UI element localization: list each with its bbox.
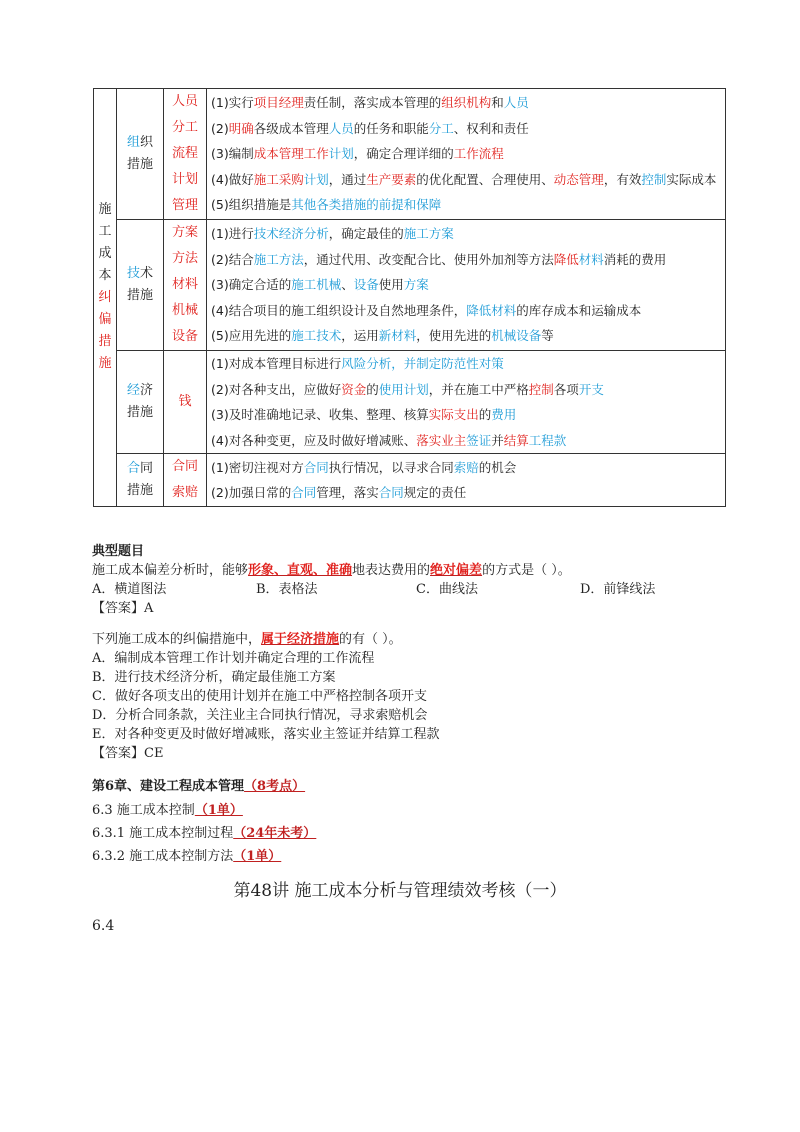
measure-item-segment: 落实业主 [416, 432, 467, 448]
category-cell [117, 220, 164, 351]
section-number: 6.4 [92, 918, 115, 934]
outer-label-char: 成 [98, 246, 112, 261]
measure-item-segment: 责任制，落实成本管理的 [303, 95, 442, 111]
q2-option-e: E．对各种变更及时做好增减账，落实业主签证并结算工程款 [92, 727, 440, 742]
category-label: 措施 [126, 405, 153, 420]
measure-group-row [94, 89, 726, 220]
measure-item [211, 377, 725, 403]
lecture-title: 第48讲 施工成本分析与管理绩效考核（一） [233, 881, 567, 901]
measure-item-segment: 结算 [503, 432, 529, 448]
outer-label-char: 偏 [98, 312, 112, 327]
outer-label-char: 施 [98, 356, 112, 371]
measure-item-segment: (3)及时准确地记录、收集、整理、核算 [211, 407, 429, 422]
measure-item [211, 323, 725, 349]
measure-item [211, 455, 725, 481]
q1-option-c: C．曲线法 [416, 582, 478, 597]
measure-item [211, 298, 725, 324]
outer-label-char: 措 [98, 334, 112, 349]
measure-item-segment: 技术经济分析 [253, 226, 329, 242]
question-1-answer: 【答案】A [92, 601, 154, 616]
measure-item-segment: (4)结合项目的施工组织设计及自然地理条件， [211, 302, 467, 318]
measure-item-segment: 各级成本管理 [253, 120, 329, 136]
q2-stem-emphasis: 属于经济措施 [261, 632, 340, 647]
keyword-label: 管理 [171, 198, 198, 213]
q1-stem-emphasis-2: 绝对偏差 [430, 563, 483, 578]
q1-option-a: A．横道图法 [92, 582, 167, 597]
question-2-stem [92, 630, 402, 649]
q1-option-d: D．前锋线法 [580, 582, 656, 597]
measure-item-segment: (4)对各种变更，应及时做好增减账、 [211, 432, 417, 448]
q2-stem-post: 的有（ ）。 [339, 632, 402, 647]
measure-item-segment: 使用 [378, 277, 404, 293]
measure-item-segment: 管理，落实 [316, 485, 379, 500]
q1-stem-emphasis-1: 形象、直观、准确 [248, 563, 353, 578]
measure-item [211, 247, 725, 273]
measure-item-segment: 成本管理工作 [253, 146, 329, 162]
measure-item [211, 428, 725, 454]
category-label-rest: 织 [140, 135, 154, 150]
measure-item-segment: 使用计划 [378, 381, 429, 397]
measure-item-segment: 工作流程 [453, 146, 504, 162]
outer-label-char: 施 [98, 202, 112, 217]
measure-item-segment: (3)确定合适的 [211, 277, 292, 293]
measure-item-segment: 设备 [353, 277, 379, 293]
measure-item [211, 221, 725, 247]
keyword-label: 合同 [171, 459, 198, 474]
measure-item-segment: 计划 [328, 146, 354, 162]
q2-stem-pre: 下列施工成本的纠偏措施中， [92, 632, 262, 647]
measure-item-segment: 其他各类措施的前提和保障 [291, 197, 442, 213]
measure-group-row [94, 220, 726, 351]
measure-item-segment: ，通过代用、改变配合比、使用外加剂等方法 [303, 251, 554, 267]
measure-item-segment: 项目经理 [253, 95, 304, 111]
outer-label-cell [94, 89, 117, 507]
category-label-rest: 同 [140, 461, 154, 476]
keyword-label: 设备 [171, 329, 198, 344]
outer-label-char: 本 [98, 268, 112, 283]
keyword-label: 流程 [171, 146, 198, 161]
question-1-stem [92, 561, 571, 580]
measure-item-segment: 明确 [228, 120, 254, 136]
question-2-answer: 【答案】CE [92, 746, 164, 761]
measure-item-segment: 材料 [578, 251, 604, 267]
category-label [117, 380, 163, 402]
measure-item-segment: 风险分析，并制定防范性对策 [341, 356, 504, 371]
measure-item [211, 402, 725, 428]
measure-item-segment: (4)做好 [211, 171, 254, 187]
keyword-cell [164, 220, 207, 351]
measure-item-segment: 的 [366, 381, 379, 397]
measure-group-row [94, 454, 726, 507]
keyword-label: 材料 [171, 277, 198, 292]
category-label: 措施 [126, 288, 153, 303]
measure-item-segment: 合同 [291, 485, 317, 500]
category-label: 措施 [126, 157, 153, 172]
toc-section-6-3-2-tag: （1单） [233, 849, 282, 864]
category-label [117, 263, 163, 285]
measure-item-segment: 各项 [553, 381, 579, 397]
measure-item [211, 272, 725, 298]
category-label-rest: 济 [140, 383, 154, 398]
measure-item-segment: (1)对成本管理目标进行 [211, 356, 342, 371]
keyword-label: 方案 [171, 225, 198, 240]
measure-item-segment: ，有效 [603, 171, 642, 187]
category-label: 措施 [126, 483, 153, 498]
category-label [117, 458, 163, 480]
measure-item-segment: 人员 [503, 95, 529, 111]
toc-section-6-3 [92, 799, 243, 818]
keyword-label: 人员 [171, 94, 198, 109]
measure-item-segment: ，通过 [328, 171, 367, 187]
outer-label-char: 纠 [98, 290, 112, 305]
q2-option-a: A．编制成本管理工作计划并确定合理的工作流程 [92, 651, 375, 666]
measure-item-segment: 控制 [641, 171, 667, 187]
measure-group-row [94, 351, 726, 454]
category-label-accent: 合 [126, 461, 140, 476]
measure-item-segment: 、权利和责任 [453, 120, 529, 136]
measure-items-cell [207, 454, 726, 507]
measure-item-segment: 的任务和职能 [353, 120, 429, 136]
measure-item-segment: 控制 [528, 381, 554, 397]
measure-item-segment: 实际支出 [428, 407, 479, 422]
toc-section-6-3-2 [92, 845, 281, 864]
measure-item-segment: 的库存成本和运输成本 [516, 302, 642, 318]
measure-item-segment: ，确定合理详细的 [353, 146, 454, 162]
measure-item-segment: 新材料 [378, 328, 417, 344]
measure-item-segment: (1)密切注视对方 [211, 459, 304, 475]
measure-item-segment: 组织机构 [441, 95, 492, 111]
measure-item-segment: (1)进行 [211, 226, 254, 242]
keyword-label: 机械 [171, 303, 198, 318]
measure-item-segment: 规定的责任 [403, 485, 467, 500]
category-label [117, 132, 163, 154]
toc-section-6-3-1-tag: （24年未考） [233, 826, 317, 841]
measure-item [211, 351, 725, 377]
keyword-label: 分工 [171, 120, 198, 135]
category-cell [117, 351, 164, 454]
measure-item-segment: 施工方法 [253, 251, 304, 267]
q2-option-d: D．分析合同条款，关注业主合同执行情况，寻求索赔机会 [92, 708, 428, 723]
measure-item [211, 141, 725, 167]
measure-item-segment: 消耗的费用 [603, 251, 667, 267]
measure-item-segment: ，使用先进的 [416, 328, 492, 344]
measure-items-cell [207, 89, 726, 220]
measure-item-segment: ，并在施工中严格 [428, 381, 529, 397]
keyword-label: 计划 [171, 172, 198, 187]
keyword-cell [164, 454, 207, 507]
measure-item-segment: (2)加强日常的 [211, 485, 292, 500]
cost-correction-measures-table [93, 88, 726, 507]
measure-item-segment: 分工 [428, 120, 454, 136]
measure-item-segment: (1)实行 [211, 95, 254, 111]
measure-item [211, 192, 725, 218]
measure-item-segment: (2) [211, 120, 229, 136]
toc-section-6-3-tag: （1单） [194, 803, 243, 818]
measure-item-segment: 、 [341, 277, 354, 293]
question-1-options [92, 580, 655, 599]
measure-item-segment: 的 [478, 407, 492, 422]
toc-chapter-6-text: 第6章、建设工程成本管理 [92, 779, 245, 794]
measure-item-segment: 施工机械 [291, 277, 342, 293]
measure-items-cell [207, 220, 726, 351]
measure-item-segment: (5)组织措施是 [211, 197, 292, 213]
q1-stem-mid: 地表达费用的 [352, 563, 431, 578]
category-cell [117, 454, 164, 507]
measure-item-segment: 和 [491, 95, 504, 111]
measure-item [211, 90, 725, 116]
keyword-label: 方法 [171, 251, 198, 266]
measure-item-segment: 施工技术 [291, 328, 342, 344]
measure-item [211, 167, 725, 193]
measure-item-segment: 工程款 [528, 432, 567, 448]
measure-item-segment: 动态管理 [553, 171, 604, 187]
measure-item-segment: 执行情况，以寻求合同 [328, 459, 454, 475]
measure-item-segment: 机械设备 [491, 328, 542, 344]
measure-item-segment: ，运用 [341, 328, 379, 344]
measure-item-segment: 实际成本 [666, 171, 717, 187]
measure-item-segment: (3)编制 [211, 146, 254, 162]
keyword-label: 索赔 [171, 485, 198, 500]
q1-stem-post: 的方式是（ ）。 [482, 563, 571, 578]
q1-stem-pre: 施工成本偏差分析时，能够 [92, 563, 249, 578]
measure-item-segment: 开支 [578, 381, 604, 397]
measure-item-segment: 方案 [403, 277, 429, 293]
measure-item-segment: 人员 [328, 120, 354, 136]
toc-section-6-3-text: 6.3 施工成本控制 [92, 803, 195, 818]
measure-item-segment: 费用 [491, 407, 517, 422]
measure-item-segment: 降低材料 [466, 302, 517, 318]
toc-section-6-3-1 [92, 822, 316, 841]
measure-item-segment: (2)对各种支出，应做好 [211, 381, 342, 397]
category-cell [117, 89, 164, 220]
toc-chapter-6 [92, 775, 305, 794]
measure-items-cell [207, 351, 726, 454]
q2-option-b: B．进行技术经济分析，确定最佳施工方案 [92, 670, 336, 685]
measure-item-segment: 降低 [553, 251, 579, 267]
outer-label-char: 工 [98, 224, 112, 239]
category-label-accent: 技 [126, 266, 140, 281]
toc-section-6-3-1-text: 6.3.1 施工成本控制过程 [92, 826, 234, 841]
measure-item [211, 116, 725, 142]
measure-item-segment: 生产要素 [366, 171, 417, 187]
keyword-cell [164, 89, 207, 220]
measure-item-segment: 合同 [303, 459, 329, 475]
measure-item-segment: 施工方案 [403, 226, 454, 242]
category-label-accent: 经 [126, 383, 140, 398]
measure-item-segment: 计划 [303, 171, 329, 187]
measure-item-segment: 的机会 [478, 459, 517, 475]
measure-item-segment: 合同 [378, 485, 404, 500]
measure-item-segment: ，确定最佳的 [328, 226, 404, 242]
q2-option-c: C．做好各项支出的使用计划并在施工中严格控制各项开支 [92, 689, 427, 704]
measure-item-segment: 施工采购 [253, 171, 304, 187]
measure-item [211, 480, 725, 506]
measure-item-segment: 索赔 [453, 459, 479, 475]
measure-item-segment: 等 [541, 328, 554, 344]
measure-item-segment: 签证 [466, 432, 492, 448]
keyword-label: 钱 [178, 394, 192, 409]
toc-section-6-3-2-text: 6.3.2 施工成本控制方法 [92, 849, 234, 864]
measure-item-segment: (2)结合 [211, 251, 254, 267]
q1-option-b: B．表格法 [256, 582, 318, 597]
measure-item-segment: (5)应用先进的 [211, 328, 292, 344]
category-label-rest: 术 [140, 266, 154, 281]
measure-item-segment: 的优化配置、合理使用、 [416, 171, 554, 187]
typical-question-heading: 典型题目 [92, 544, 145, 559]
measure-item-segment: 并 [491, 432, 504, 448]
keyword-cell [164, 351, 207, 454]
measure-item-segment: 资金 [341, 381, 367, 397]
toc-chapter-6-tag: （8考点） [244, 779, 306, 794]
category-label-accent: 组 [126, 135, 140, 150]
